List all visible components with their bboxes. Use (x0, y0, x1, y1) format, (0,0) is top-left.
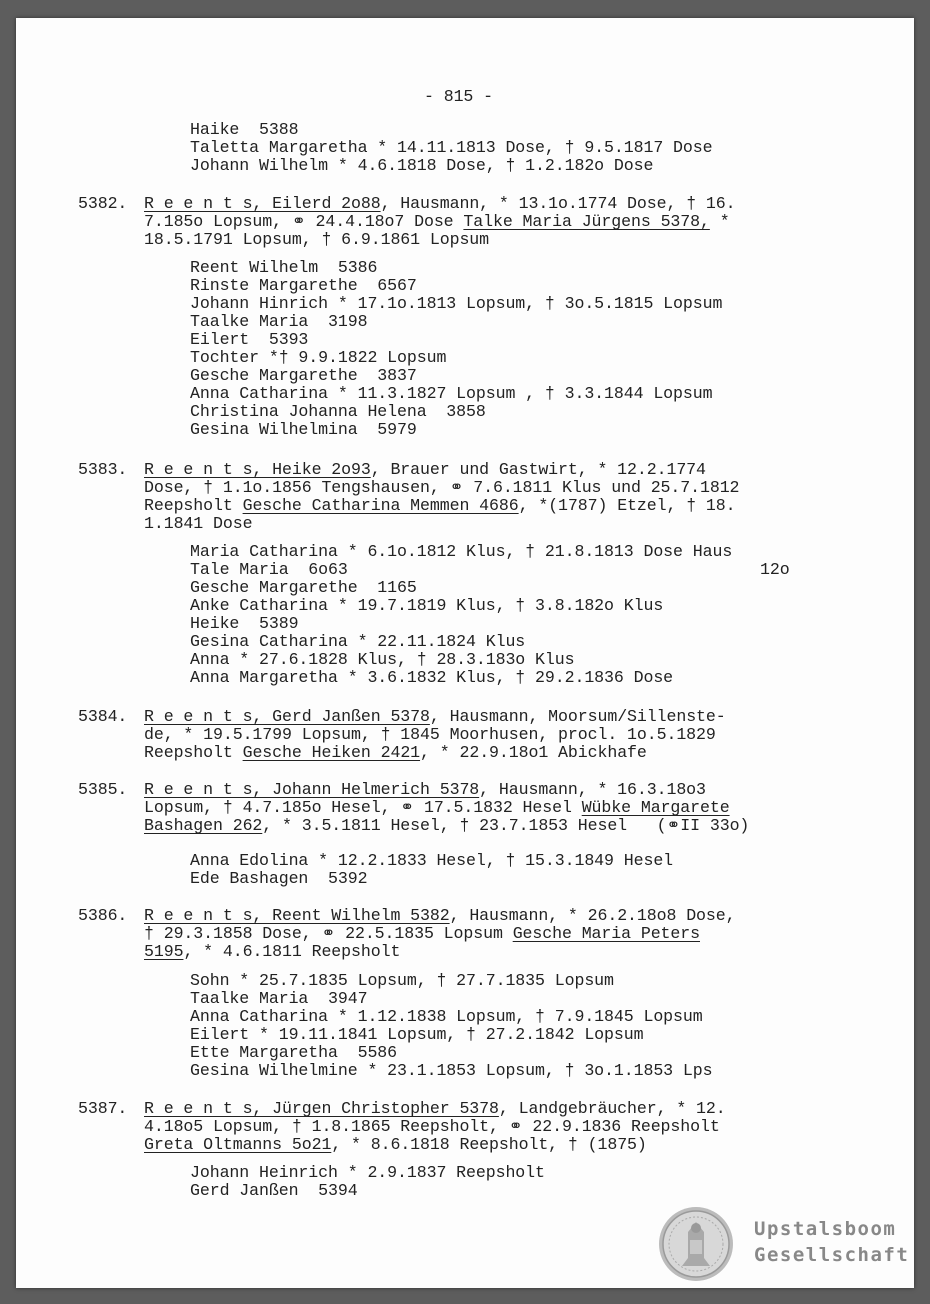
entry-line: 1.1841 Dose (144, 514, 253, 533)
child-line: Gesina Wilhelmina 5979 (190, 420, 417, 439)
entry-number: 5386. (78, 906, 128, 925)
child-line: Maria Catharina * 6.1o.1812 Klus, † 21.8.1813 Dose Haus (190, 542, 733, 561)
child-line: Christina Johanna Helena 3858 (190, 402, 486, 421)
child-line: Anna Edolina * 12.2.1833 Hesel, † 15.3.1849 Hesel (190, 851, 674, 870)
entry-line: R e e n t s, Reent Wilhelm 5382, Hausmann, * 26.2.18o8 Dose, (144, 906, 736, 925)
entry-line: 7.185o Lopsum, ⚭ 24.4.18o7 Dose Talke Maria Jürgens 5378, * (144, 212, 730, 231)
entry-number: 5384. (78, 707, 128, 726)
entry-line: 4.18o5 Lopsum, † 1.8.1865 Reepsholt, ⚭ 22.9.1836 Reepsholt (144, 1117, 720, 1136)
spouse-name: 5195 (144, 942, 184, 961)
child-line: Reent Wilhelm 5386 (190, 258, 378, 277)
spouse-name: Talke Maria Jürgens 5378, (463, 212, 710, 231)
child-line: Gesche Margarethe 3837 (190, 366, 417, 385)
spouse-name: Bashagen 262 (144, 816, 263, 835)
child-line: Rinste Margarethe 6567 (190, 276, 417, 295)
child-line: Tochter *† 9.9.1822 Lopsum (190, 348, 447, 367)
entry-line: Lopsum, † 4.7.185o Hesel, ⚭ 17.5.1832 Hesel Wübke Margarete (144, 798, 730, 817)
entry-line: 18.5.1791 Lopsum, † 6.9.1861 Lopsum (144, 230, 490, 249)
entry-line: R e e n t s, Gerd Janßen 5378, Hausmann, Moorsum/Sillenste- (144, 707, 726, 726)
entry-line: Bashagen 262, * 3.5.1811 Hesel, † 23.7.1853 Hesel (⚭II 33o) (144, 816, 750, 835)
child-line: Anna Catharina * 1.12.1838 Lopsum, † 7.9.1845 Lopsum (190, 1007, 703, 1026)
child-line: Heike 5389 (190, 614, 299, 633)
child-line: Taalke Maria 3198 (190, 312, 368, 331)
entry-line: Reepsholt Gesche Catharina Memmen 4686, *(1787) Etzel, † 18. (144, 496, 736, 515)
spouse-name: Gesche Maria Peters (512, 924, 700, 943)
entry-name: R e e n t s, Reent Wilhelm 5382 (144, 906, 450, 925)
entry-name: R e e n t s, Jürgen Christopher 5378 (144, 1099, 499, 1118)
entry-line: Reepsholt Gesche Heiken 2421, * 22.9.18o1 Abickhafe (144, 743, 647, 762)
spouse-name: Greta Oltmanns 5o21 (144, 1135, 332, 1154)
entry-number: 5383. (78, 460, 128, 479)
child-line: Johann Heinrich * 2.9.1837 Reepsholt (190, 1163, 545, 1182)
child-line: Johann Hinrich * 17.1o.1813 Lopsum, † 3o.5.1815 Lopsum (190, 294, 723, 313)
logo-text-line1: Upstalsboom (754, 1218, 897, 1240)
entry-number: 5387. (78, 1099, 128, 1118)
entry-line: R e e n t s, Eilerd 2o88, Hausmann, * 13.1o.1774 Dose, † 16. (144, 194, 736, 213)
entry-number: 5382. (78, 194, 128, 213)
child-line: Sohn * 25.7.1835 Lopsum, † 27.7.1835 Lopsum (190, 971, 614, 990)
child-line: Gesina Wilhelmine * 23.1.1853 Lopsum, † 3o.1.1853 Lps (190, 1061, 713, 1080)
entry-line: R e e n t s, Johann Helmerich 5378, Hausmann, * 16.3.18o3 (144, 780, 706, 799)
child-line: Ette Margaretha 5586 (190, 1043, 398, 1062)
entry-name: R e e n t s, Gerd Janßen 5378 (144, 707, 430, 726)
entry-line: Greta Oltmanns 5o21, * 8.6.1818 Reepsholt, † (1875) (144, 1135, 647, 1154)
spouse-name: Gesche Catharina Memmen 4686 (242, 496, 519, 515)
child-line: Ede Bashagen 5392 (190, 869, 368, 888)
child-line: Anna Catharina * 11.3.1827 Lopsum , † 3.3.1844 Lopsum (190, 384, 713, 403)
child-line: Tale Maria 6o63 (190, 560, 348, 579)
entry-line: † 29.3.1858 Dose, ⚭ 22.5.1835 Lopsum Gesche Maria Peters (144, 924, 700, 943)
entry-number: 5385. (78, 780, 128, 799)
spouse-name: Wübke Margarete (581, 798, 730, 817)
entry-name: R e e n t s, Eilerd 2o88 (144, 194, 381, 213)
margin-note: 12o (760, 560, 790, 579)
child-line: Haike 5388 (190, 120, 299, 139)
seal-logo-icon (658, 1206, 734, 1282)
child-line: Anke Catharina * 19.7.1819 Klus, † 3.8.182o Klus (190, 596, 664, 615)
entry-line: 5195, * 4.6.1811 Reepsholt (144, 942, 401, 961)
child-line: Gerd Janßen 5394 (190, 1181, 358, 1200)
child-line: Johann Wilhelm * 4.6.1818 Dose, † 1.2.182o Dose (190, 156, 654, 175)
child-line: Gesina Catharina * 22.11.1824 Klus (190, 632, 526, 651)
entry-name: R e e n t s, Johann Helmerich 5378 (144, 780, 480, 799)
page-number: - 815 - (424, 87, 494, 106)
entry-line: R e e n t s, Heike 2o93, Brauer und Gastwirt, * 12.2.1774 (144, 460, 706, 479)
spouse-name: Gesche Heiken 2421 (242, 743, 421, 762)
entry-line: Dose, † 1.1o.1856 Tengshausen, ⚭ 7.6.1811 Klus und 25.7.1812 (144, 478, 740, 497)
child-line: Gesche Margarethe 1165 (190, 578, 417, 597)
entry-name: R e e n t s, Heike 2o93 (144, 460, 371, 479)
child-line: Eilert 5393 (190, 330, 309, 349)
entry-line: R e e n t s, Jürgen Christopher 5378, Landgebräucher, * 12. (144, 1099, 726, 1118)
child-line: Taletta Margaretha * 14.11.1813 Dose, † 9.5.1817 Dose (190, 138, 713, 157)
logo-text-line2: Gesellschaft (754, 1244, 910, 1266)
child-line: Taalke Maria 3947 (190, 989, 368, 1008)
child-line: Anna * 27.6.1828 Klus, † 28.3.183o Klus (190, 650, 575, 669)
document-page (16, 18, 914, 1288)
child-line: Eilert * 19.11.1841 Lopsum, † 27.2.1842 Lopsum (190, 1025, 644, 1044)
child-line: Anna Margaretha * 3.6.1832 Klus, † 29.2.1836 Dose (190, 668, 674, 687)
entry-line: de, * 19.5.1799 Lopsum, † 1845 Moorhusen, procl. 1o.5.1829 (144, 725, 716, 744)
